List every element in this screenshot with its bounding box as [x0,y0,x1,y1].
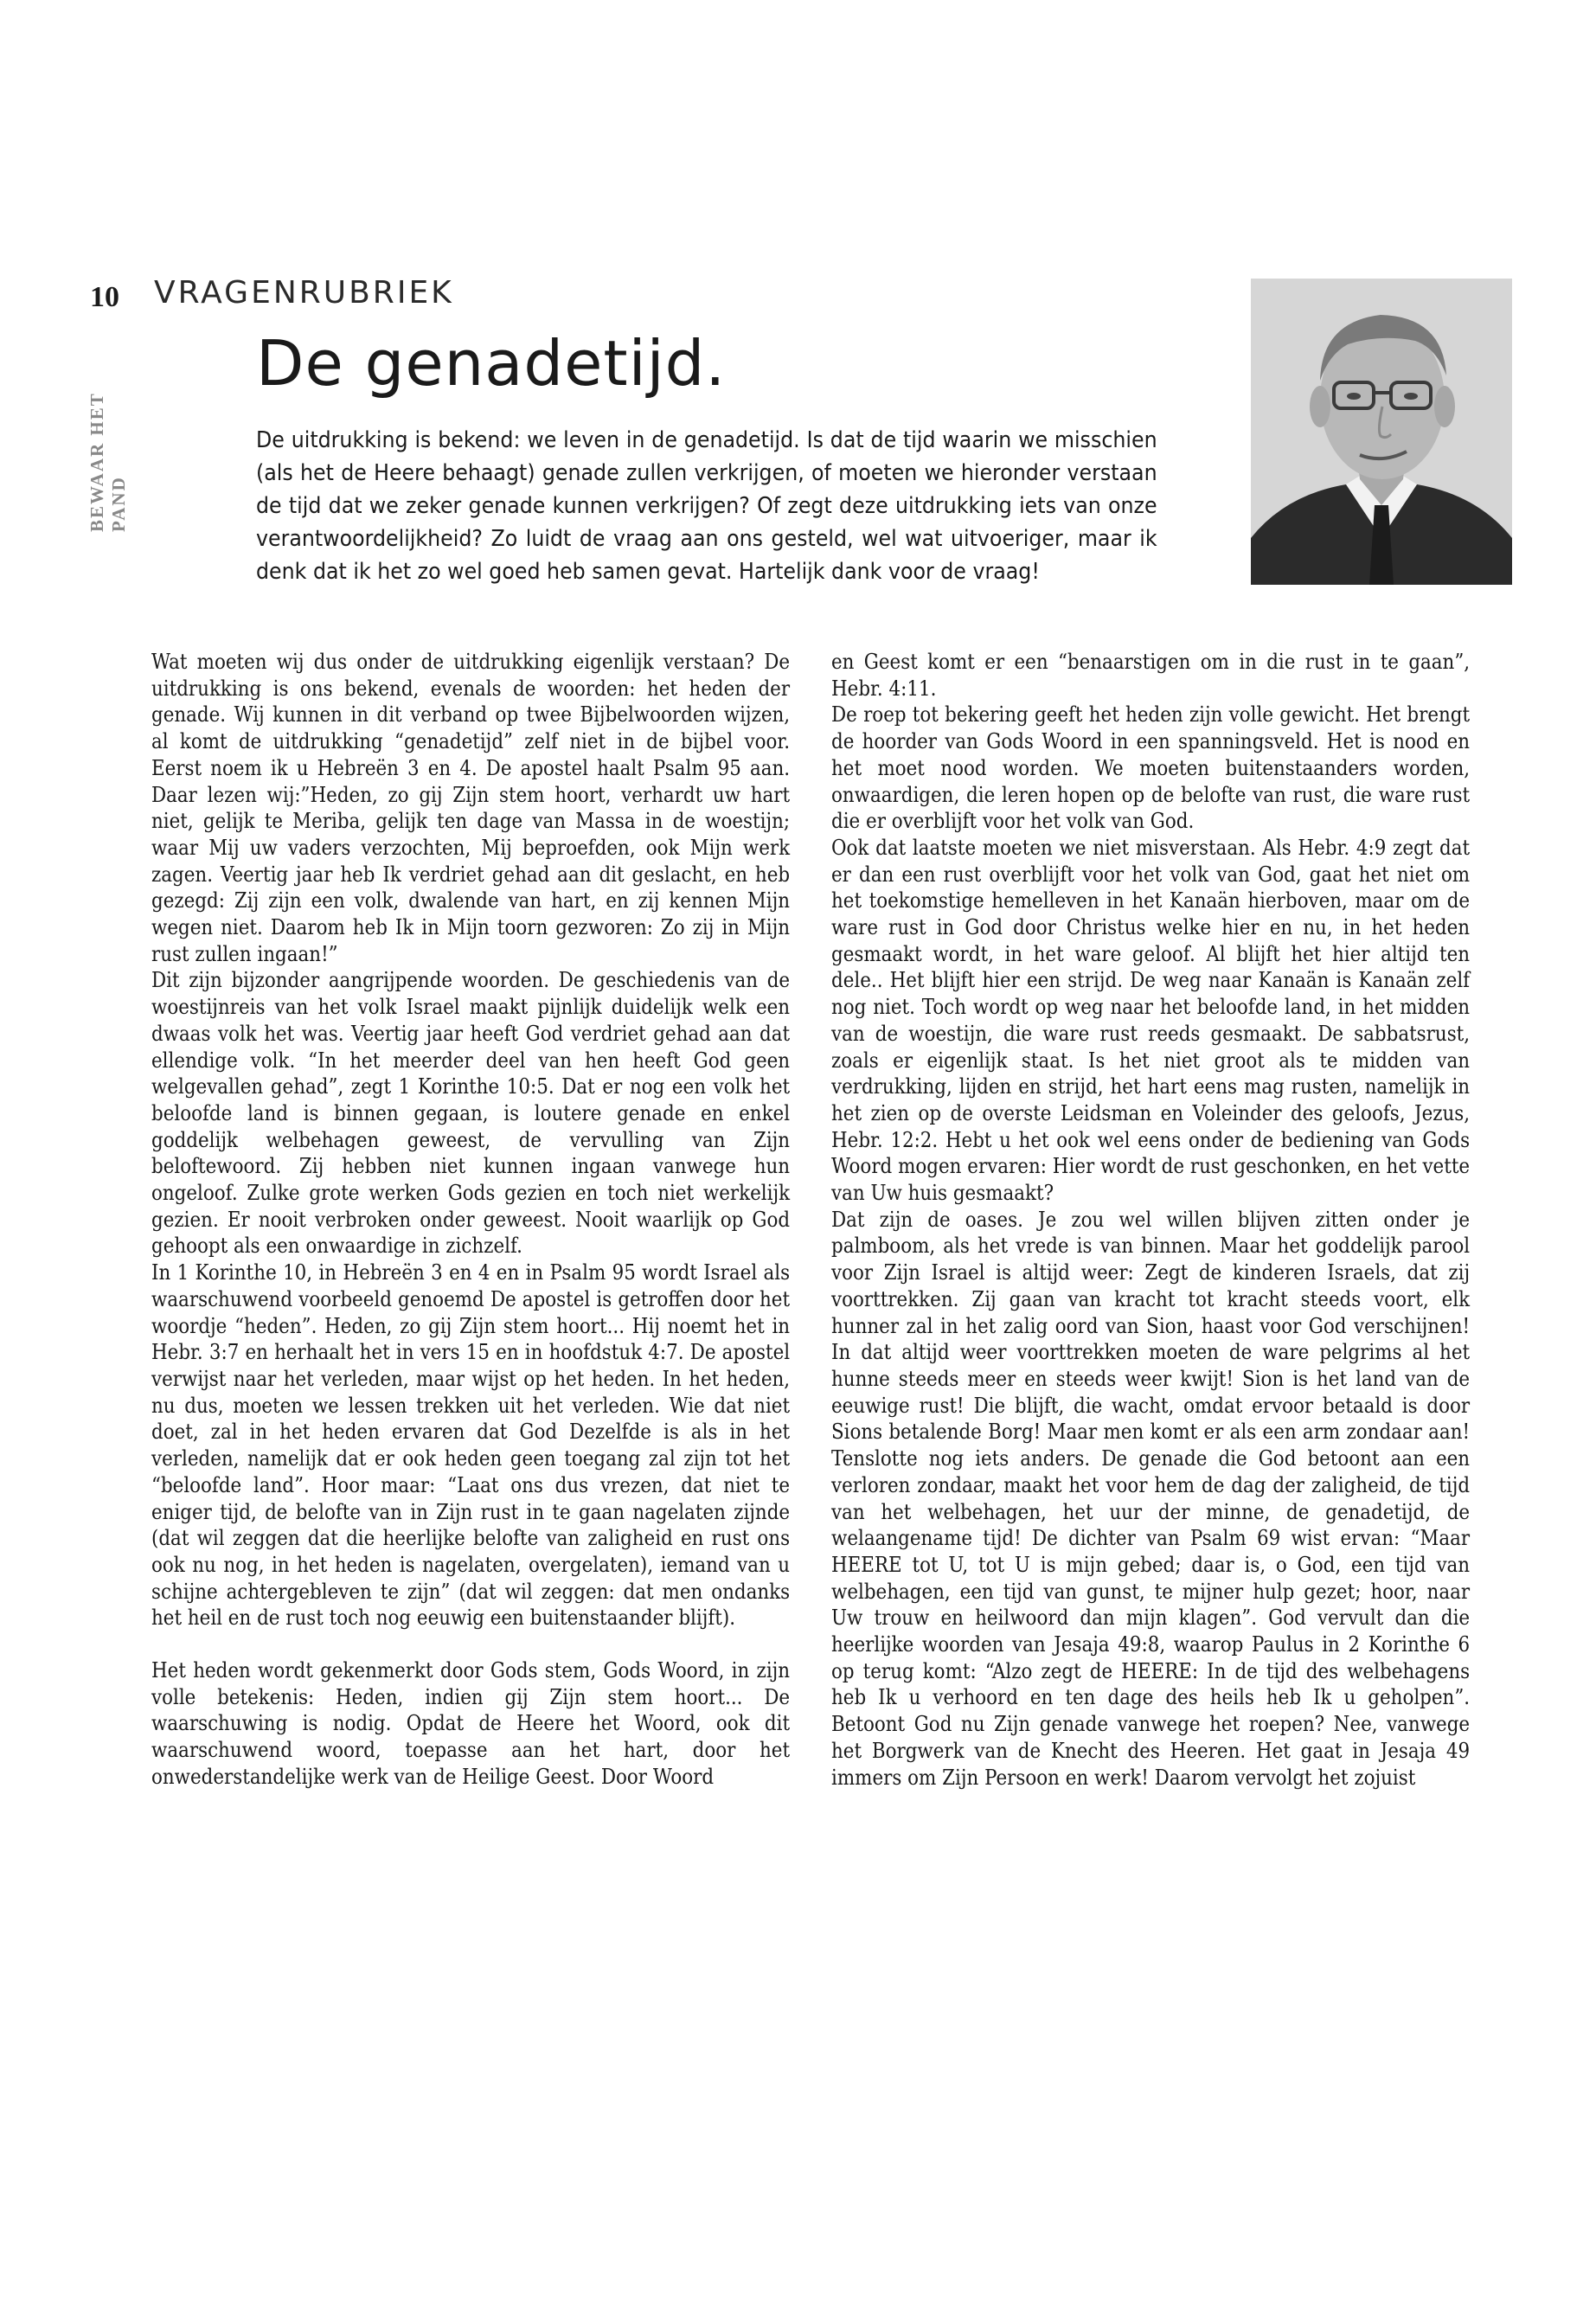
section-label: VRAGENRUBRIEK [154,275,454,311]
paragraph: Wat moeten wij dus onder de uitdrukking eigenlijk verstaan? De uitdrukking is ons bekend, evenals de woorden: het heden der genade. Wij kunnen in dit verband op twee Bijbelwoorden wijzen, al komt de uitdrukking “genadetijd” zelf niet in de bijbel voor. Eerst noem ik u Hebreën 3 en 4. De apostel haalt Psalm 95 aan. Daar lezen wij:”Heden, zo gij Zijn stem hoort, verhardt uw hart niet, gelijk te Meriba, gelijk ten dage van Massa in de woestijn; waar Mij uw vaders verzochten, Mij beproefden, ook Mijn werk zagen. Veertig jaar heb Ik verdriet gehad aan dit geslacht, en heb gezegd: Zij zijn een volk, dwalende van hart, en zij kennen Mijn wegen niet. Daarom heb Ik in Mijn toorn gezworen: Zo zij in Mijn rust zullen ingaan!” [151,650,791,966]
side-label: BEWAAR HET PAND [87,392,129,532]
paragraph: Dat zijn de oases. Je zou wel willen blijven zitten onder je palmboom, als het vrede is van binnen. Maar het goddelijk parool voor Zijn Israel is altijd weer: Zegt de kinderen Israels, dat zij voorttrekken. Zij gaan van kracht tot kracht steeds voort, elk hunner zal in het zalig oord van Sion, haast voor God verschijnen! In dat altijd weer voorttrekken moeten de ware pelgrims al het hunne steeds meer en steeds weer kwijt! Sion is het land van de eeuwige rust! Die blijft, die wacht, omdat ervoor betaald is door Sions betalende Borg! Maar men komt er als een arm zondaar aan! Tenslotte nog iets anders. De genade die God betoont aan een verloren zondaar, maakt het voor hem de dag der zaligheid, de tijd van het welbehagen, het uur der minne, de genadetijd, de welaangename tijd! De dichter van Psalm 69 wist ervan: “Maar HEERE tot U, tot U is mijn gebed; daar is, o God, een tijd van welbehagen, een tijd van gunst, te mijner hulp gezet; hoor, naar Uw trouw en heilwoord dan mijn klagen”. God vervult dan die heerlijke woorden van Jesaja 49:8, waarop Paulus in 2 Korinthe 6 op terug komt: “Alzo zegt de HEERE: In de tijd des welbehagens heb Ik u verhoord en ten dage des heils heb Ik u geholpen”. Betoont God nu Zijn genade vanwege het roepen? Nee, vanwege het Borgwerk van de Knecht des Heeren. Het gaat in Jesaja 49 immers om Zijn Persoon en werk! Daarom vervolgt het zojuist [831,1207,1471,1790]
right-column [831,649,1470,1791]
paragraph: In 1 Korinthe 10, in Hebreën 3 en 4 en in Psalm 95 wordt Israel als waarschuwend voorbeeld genoemd De apostel is getroffen door het woordje “heden”. Heden, zo gij Zijn stem hoort... Hij noemt het in Hebr. 3:7 en herhaalt het in vers 15 en in hoofdstuk 4:7. De apostel verwijst naar het verleden, maar wijst op het heden. In het heden, nu dus, moeten we lessen trekken uit het verleden. Wie dat niet doet, zal in het heden ervaren dat God Dezelfde is als in het verleden, namelijk dat er ook heden geen toegang zal zijn tot het “beloofde land”. Hoor maar: “Laat ons dus vrezen, dat niet te eniger tijd, de belofte van in Zijn rust in te gaan nagelaten zijnde (dat wil zeggen dat die heerlijke belofte van zaligheid en rust ons ook nu nog, in het heden is nagelaten, overgelaten), iemand van u schijne achtergebleven te zijn” (dat wil zeggen: dat men ondanks het heil en de rust toch nog eeuwig een buitenstaander blijft). [151,1260,791,1631]
portrait-image [1251,279,1512,585]
article-title: De genadetijd. [256,327,727,400]
paragraph: Dit zijn bijzonder aangrijpende woorden. De geschiedenis van de woestijnreis van het volk Israel maakt pijnlijk duidelijk welk een dwaas volk het was. Veertig jaar heeft God verdriet gehad aan dat ellendige volk. “In het meerder deel van hen heeft God geen welgevallen gehad”, zegt 1 Korinthe 10:5. Dat er nog een volk het beloofde land is binnen gegaan, is loutere genade en enkel goddelijk welbehagen geweest, de vervulling van Zijn beloftewoord. Zij hebben niet kunnen ingaan vanwege hun ongeloof. Zulke grote werken Gods gezien en toch niet werkelijk gezien. Er nooit verbroken onder geweest. Nooit waarlijk op God gehoopt als een onwaardige in zichzelf. [151,968,791,1259]
paragraph: Het heden wordt gekenmerkt door Gods stem, Gods Woord, in zijn volle betekenis: Heden, indien gij Zijn stem hoort... De waarschuwing is nodig. Opdat de Heere het Woord, ook dit waarschuwend woord, toepasse aan het hart, door het onwederstandelijke werk van de Heilige Geest. Door Woord [151,1658,791,1789]
article-intro: De uitdrukking is bekend: we leven in de genadetijd. Is dat de tijd waarin we misschien (als het de Heere behaagt) genade zullen verkrijgen, of moeten we hieronder verstaan de tijd dat we zeker genade kunnen verkrijgen? Of zegt deze uitdrukking iets van onze verantwoordelijkheid? Zo luidt de vraag aan ons gesteld, wel wat uitvoeriger, maar ik denk dat ik het zo wel goed heb samen gevat. Hartelijk dank voor de vraag! [256,427,1157,585]
page-number: 10 [90,281,119,313]
left-column [151,649,790,1791]
author-portrait [1251,279,1512,585]
paragraph: en Geest komt er een “benaarstigen om in die rust in te gaan”, Hebr. 4:11. [831,650,1471,701]
paragraph: Ook dat laatste moeten we niet misverstaan. Als Hebr. 4:9 zegt dat er dan een rust overblijft voor het volk van God, gaat het niet om het toekomstige hemelleven in het Kanaän hierboven, maar om de ware rust in God door Christus welke hier en nu, in het heden gesmaakt wordt, in het ware geloof. Al blijft het hier altijd ten dele.. Het blijft hier een strijd. De weg naar Kanaän is Kanaän zelf nog niet. Toch wordt op weg naar het beloofde land, in het midden van de woestijn, die ware rust reeds gesmaakt. De sabbatsrust, zoals er eigenlijk staat. Is het niet groot als te midden van verdrukking, lijden en strijd, het hart eens mag rusten, namelijk in het zien op de overste Leidsman en Voleinder des geloofs, Jezus, Hebr. 12:2. Hebt u het ook wel eens onder de bediening van Gods Woord mogen ervaren: Hier wordt de rust geschonken, en het vette van Uw huis gesmaakt? [831,835,1471,1206]
paragraph: De roep tot bekering geeft het heden zijn volle gewicht. Het brengt de hoorder van Gods Woord in een spanningsveld. Het is nood en het moet nood worden. We moeten buitenstaanders worden, onwaardigen, die leren hopen op de belofte van rust, die ware rust die er overblijft voor het volk van God. [831,702,1471,834]
